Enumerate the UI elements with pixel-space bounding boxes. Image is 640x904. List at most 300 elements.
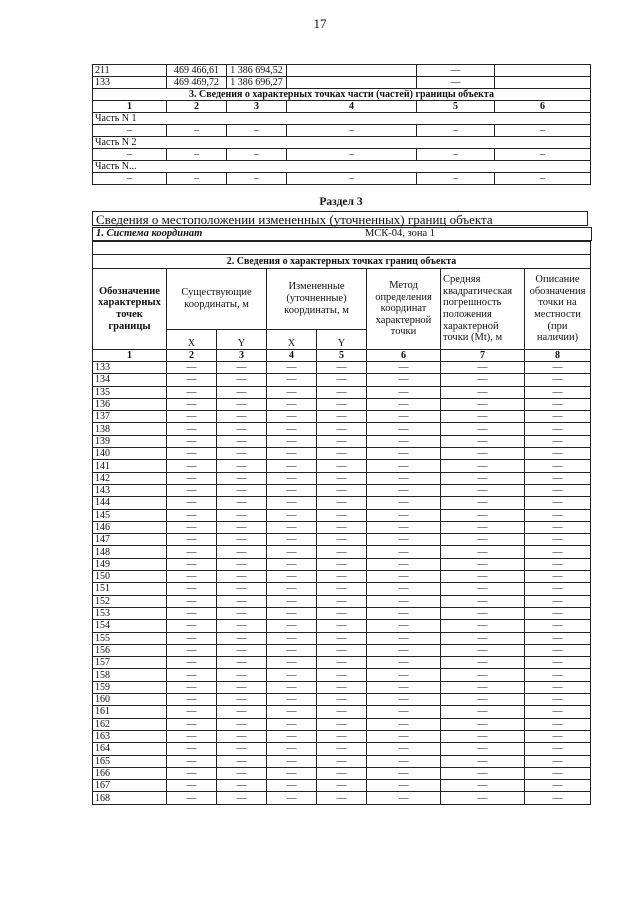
dash-cell [367,767,441,779]
table-row [93,681,591,693]
dash-cell [441,398,525,410]
point-number: 155 [93,632,167,644]
dash-cell [217,398,267,410]
dash-cell [217,730,267,742]
dash-cell [367,780,441,792]
dash-cell [217,681,267,693]
table-row [93,632,591,644]
dash-cell [267,435,317,447]
dash-cell [441,411,525,423]
dash-cell [367,657,441,669]
dash-cell [525,386,591,398]
point-number: 142 [93,472,167,484]
dash-cell [525,509,591,521]
table-row [93,472,591,484]
dash-cell [267,607,317,619]
dash-cell [441,657,525,669]
dash-cell [167,755,217,767]
dash-cell [441,607,525,619]
dash-cell [317,694,367,706]
dash-cell [167,460,217,472]
dash-cell [441,730,525,742]
dash-cell [267,521,317,533]
dash-cell [267,460,317,472]
dash-cell [217,620,267,632]
dash-cell [317,423,367,435]
point-number: 162 [93,718,167,730]
column-number-row: 1 2 3 4 5 6 7 8 [93,350,591,362]
dash-cell [317,448,367,460]
dash-cell [167,767,217,779]
dash-cell [217,521,267,533]
dash-cell [167,497,217,509]
dash-cell [367,497,441,509]
dash-cell [167,730,217,742]
dash-cell [267,362,317,374]
dash-cell [267,423,317,435]
dash-cell [367,398,441,410]
dash-cell [317,435,367,447]
dash-cell [267,472,317,484]
dash-cell [441,374,525,386]
table-row [93,620,591,632]
coord-y: 1 386 696,27 [227,77,287,89]
dash-cell [267,497,317,509]
dash-cell [267,546,317,558]
point-number: 139 [93,435,167,447]
dash-cell [367,595,441,607]
dash-cell [525,792,591,804]
empty-cell [495,65,591,77]
dash-cell [525,534,591,546]
dash-cell [267,386,317,398]
dash-cell [525,644,591,656]
dash-cell [267,718,317,730]
dash-cell [217,583,267,595]
dash-cell [367,755,441,767]
dash-cell [267,644,317,656]
dash-cell [167,571,217,583]
dash-cell [217,780,267,792]
dash-cell [367,632,441,644]
dash-cell [167,780,217,792]
dash-cell [167,534,217,546]
table-row [93,521,591,533]
dash-cell [367,460,441,472]
dash-cell [525,694,591,706]
point-number: 133 [93,362,167,374]
dash-cell [441,546,525,558]
boundary-points-continuation-table [92,64,591,185]
dash-cell [267,448,317,460]
table-row [93,362,591,374]
dash-cell [317,571,367,583]
dash-cell [441,423,525,435]
table-row [93,497,591,509]
point-number: 152 [93,595,167,607]
dash-cell [217,386,267,398]
coord-y: 1 386 694,52 [227,65,287,77]
dash-cell [525,362,591,374]
dash-cell [217,546,267,558]
table-row [93,571,591,583]
dash-cell [217,706,267,718]
point-number: 154 [93,620,167,632]
dash-cell [317,718,367,730]
dash-cell [217,484,267,496]
dash-cell [217,448,267,460]
table-row [93,173,591,185]
dash-cell [441,755,525,767]
dash-cell [167,669,217,681]
dash-cell [317,411,367,423]
table-row [93,460,591,472]
point-number: 153 [93,607,167,619]
dash-cell [367,411,441,423]
point-number: 168 [93,792,167,804]
dash-cell [525,460,591,472]
dash-cell [525,583,591,595]
empty-cell [287,77,417,89]
dash-cell [367,743,441,755]
dash-cell [367,694,441,706]
dash-cell [525,681,591,693]
dash-cell [525,472,591,484]
dash-cell [317,546,367,558]
table-row [93,149,591,161]
spacer-row [93,242,591,255]
dash-cell [217,374,267,386]
table-row [93,743,591,755]
dash-cell [217,472,267,484]
dash-cell [441,632,525,644]
dash-cell [525,546,591,558]
column-number-row: 1 2 3 4 5 6 [93,101,591,113]
dash-cell [441,472,525,484]
dash-cell [367,448,441,460]
dash-cell [217,755,267,767]
dash-cell [441,792,525,804]
header-y: Y [217,329,267,349]
coord-system-label: 1. Система координат [96,228,203,239]
dash-cell [167,644,217,656]
dash-cell [367,362,441,374]
point-number: 156 [93,644,167,656]
dash-cell [217,632,267,644]
point-number: 151 [93,583,167,595]
dash-cell [217,423,267,435]
table-row [93,448,591,460]
dash-cell [525,521,591,533]
dash-cell [525,718,591,730]
dash-cell [267,767,317,779]
table-row [93,423,591,435]
point-number: 158 [93,669,167,681]
dash-cell [317,767,367,779]
dash-cell [525,558,591,570]
dash-cell [441,484,525,496]
dash-cell [441,448,525,460]
dash-cell [367,571,441,583]
dash-cell [217,718,267,730]
dash-cell [167,521,217,533]
table-row [93,374,591,386]
point-number: 160 [93,694,167,706]
table-row [93,125,591,137]
dash-cell [367,718,441,730]
dash-cell [367,546,441,558]
dash-cell [367,620,441,632]
dash-cell [525,435,591,447]
dash-cell [317,374,367,386]
dash-cell [167,411,217,423]
dash-cell [317,595,367,607]
dash-cell [317,657,367,669]
dash-cell [441,362,525,374]
dash-cell [367,435,441,447]
dash-cell [525,632,591,644]
coord-x: 469 466,61 [167,65,227,77]
table-row [93,398,591,410]
table-row [93,792,591,804]
table-row [93,657,591,669]
table-row [93,780,591,792]
point-number: 165 [93,755,167,767]
table-row [93,767,591,779]
dash-cell [267,780,317,792]
dash-cell [217,509,267,521]
dash-cell [441,718,525,730]
dash-cell [267,669,317,681]
table-row [93,558,591,570]
dash-cell [217,607,267,619]
dash-cell [317,497,367,509]
header-point-designation: Обозначение характерных точек границы [93,269,167,350]
dash-cell [267,694,317,706]
dash-cell [441,694,525,706]
dash-cell [167,374,217,386]
section-heading: 3. Сведения о характерных точках части (частей) границы объекта [93,89,591,101]
dash-cell [217,534,267,546]
dash-cell [367,583,441,595]
dash-cell [525,595,591,607]
point-number: 148 [93,546,167,558]
header-accuracy: Средняя квадратическая погрешность положения характерной точки (Mt), м [441,269,525,350]
dash-cell [167,743,217,755]
point-number: 211 [93,65,167,77]
dash-cell [217,644,267,656]
dash-cell [417,77,495,89]
dash-cell [317,780,367,792]
dash-cell [167,657,217,669]
dash-cell [317,632,367,644]
dash-cell [525,411,591,423]
dash-cell [441,780,525,792]
dash-cell [441,706,525,718]
table-row [93,755,591,767]
dash-cell [317,706,367,718]
dash-cell [317,362,367,374]
section-title: Раздел 3 [319,196,363,208]
dash-cell [367,509,441,521]
dash-cell [167,792,217,804]
dash-cell [367,730,441,742]
dash-cell [167,472,217,484]
dash-cell [525,743,591,755]
dash-cell [317,398,367,410]
part-label: Часть N... [93,161,591,173]
dash-cell [525,374,591,386]
dash-cell [167,423,217,435]
dash-cell [267,620,317,632]
point-number: 159 [93,681,167,693]
dash-cell [367,792,441,804]
dash-cell [217,792,267,804]
dash-cell [267,534,317,546]
dash-cell [441,669,525,681]
header-description: Описание обозначения точки на местности (при наличии) [525,269,591,350]
dash-cell [441,583,525,595]
dash-cell [317,484,367,496]
dash-cell [267,558,317,570]
dash-cell [267,706,317,718]
dash-cell [167,386,217,398]
point-number: 164 [93,743,167,755]
point-number: 145 [93,509,167,521]
dash-cell [525,780,591,792]
table-row [93,644,591,656]
dash-cell [267,398,317,410]
point-number: 133 [93,77,167,89]
empty-cell [287,65,417,77]
dash-cell [267,484,317,496]
point-number: 161 [93,706,167,718]
table-subtitle: 2. Сведения о характерных точках границ объекта [93,255,591,269]
dash-cell [317,521,367,533]
dash-cell [217,460,267,472]
dash-cell [317,386,367,398]
dash-cell [217,669,267,681]
dash-cell [317,755,367,767]
dash-cell [525,484,591,496]
dash-cell [441,644,525,656]
dash-cell [317,620,367,632]
dash-cell [167,681,217,693]
dash-cell [267,595,317,607]
dash-cell [525,620,591,632]
dash-cell [367,669,441,681]
point-number: 144 [93,497,167,509]
table-row [93,65,591,77]
dash-cell [167,484,217,496]
dash-cell [167,607,217,619]
dash-cell [217,743,267,755]
point-number: 141 [93,460,167,472]
dash-cell [267,583,317,595]
table-row [93,583,591,595]
header-x: X [267,329,317,349]
point-number: 166 [93,767,167,779]
dash-cell [525,448,591,460]
dash-cell [367,374,441,386]
dash-cell [417,65,495,77]
point-number: 136 [93,398,167,410]
table-row [93,595,591,607]
dash-cell [167,448,217,460]
dash-cell [167,632,217,644]
header-method: Метод определения координат характерной точки [367,269,441,350]
dash-cell [267,681,317,693]
dash-cell [367,681,441,693]
dash-cell [217,558,267,570]
dash-cell [367,386,441,398]
dash-cell [267,509,317,521]
header-x: X [167,329,217,349]
dash-cell [267,730,317,742]
dash-cell [167,509,217,521]
dash-cell [267,792,317,804]
table-row [93,607,591,619]
dash-cell [167,362,217,374]
dash-cell [317,583,367,595]
point-number: 167 [93,780,167,792]
table-row [93,730,591,742]
header-changed-coords: Измененные (уточненные) координаты, м [267,269,367,330]
dash-cell [525,607,591,619]
dash-cell [441,534,525,546]
dash-cell [317,472,367,484]
dash-cell [441,521,525,533]
dash-cell [317,730,367,742]
coord-system-value: МСК-04, зона 1 [215,228,585,241]
table-row [93,534,591,546]
header-existing-coords: Существующие координаты, м [167,269,267,330]
dash-cell [441,595,525,607]
dash-cell [317,669,367,681]
dash-cell [525,398,591,410]
point-number: 147 [93,534,167,546]
dash-cell [217,571,267,583]
dash-cell [525,767,591,779]
point-number: 157 [93,657,167,669]
dash-cell [267,657,317,669]
dash-cell [441,386,525,398]
dash-cell [525,571,591,583]
dash-cell [317,644,367,656]
changed-boundary-points-table [92,241,591,805]
table-row [93,386,591,398]
dash-cell [217,595,267,607]
dash-cell [317,558,367,570]
dash-cell [267,755,317,767]
dash-cell [525,755,591,767]
dash-cell [267,571,317,583]
point-number: 135 [93,386,167,398]
dash-cell [367,644,441,656]
dash-cell [441,571,525,583]
dash-cell [317,792,367,804]
part-label: Часть N 2 [93,137,591,149]
point-number: 149 [93,558,167,570]
dash-cell [167,398,217,410]
point-number: 150 [93,571,167,583]
dash-cell [441,558,525,570]
dash-cell [217,362,267,374]
point-number: 143 [93,484,167,496]
dash-cell [367,558,441,570]
table-row [93,706,591,718]
table-row [93,435,591,447]
